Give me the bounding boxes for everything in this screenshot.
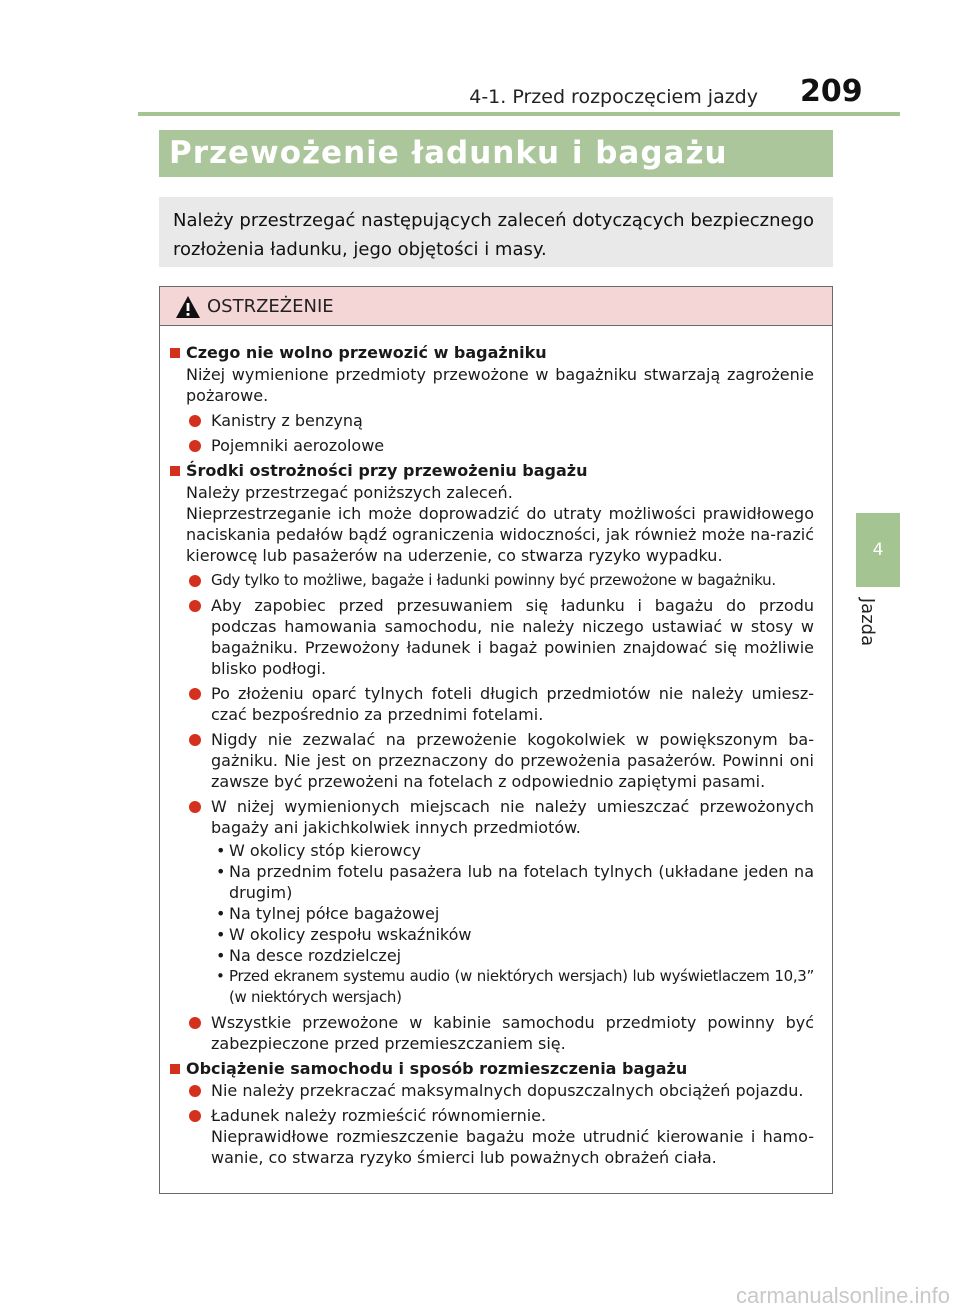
header-divider [138, 112, 900, 116]
red-dot-icon [189, 1110, 201, 1122]
section-heading-text: Obciążenie samochodu i sposób rozmieszczenia bagażu [186, 1059, 688, 1078]
sub-bullet-icon: • [216, 925, 226, 944]
intro-box: Należy przestrzegać następujących zaleceń dotyczących bezpiecznego rozłożenia ładunku, jego objętości i masy. [159, 197, 833, 267]
red-dot-icon [189, 415, 201, 427]
sub-bullet-icon: • [216, 946, 226, 965]
list-item-text: Kanistry z benzyną [211, 411, 363, 430]
section-text: Niżej wymienione przedmioty przewożone w bagażniku stwarzają zagrożenie pożarowe. [186, 365, 814, 405]
list-item-continuation: Nieprawidłowe rozmieszczenie bagażu może utrudnić kierowanie i hamo-wanie, co stwarza ryzyko śmierci lub poważnych obrażeń ciała. [211, 1127, 814, 1167]
warning-box [159, 286, 833, 1194]
sub-list-item-text: Na desce rozdzielczej [229, 946, 402, 965]
warning-triangle-icon [175, 295, 201, 319]
sub-bullet-icon: • [216, 841, 226, 860]
section-heading-text: Środki ostrożności przy przewożeniu bagażu [186, 461, 588, 480]
list-item [168, 570, 814, 591]
list-item-text: Nigdy nie zezwalać na przewożenie kogokolwiek w powiększonym ba-gażniku. Nie jest on przeznaczony do przewożenia pasażerów. Powinni oni zawsze być przewożeni na fotelach z odpowiednio zapiętymi pasami. [211, 730, 814, 791]
sub-list-item [168, 924, 814, 945]
list-item [168, 1080, 814, 1101]
list-item-text: Nie należy przekraczać maksymalnych dopuszczalnych obciążeń pojazdu. [211, 1081, 804, 1100]
chapter-label-text: Jazda [857, 597, 878, 647]
square-bullet-icon [170, 466, 180, 476]
list-item-text: Wszystkie przewożone w kabinie samochodu przedmioty powinny być zabezpieczone przed przemieszczaniem się. [211, 1013, 814, 1053]
chapter-tab[interactable]: 4 [856, 513, 900, 587]
red-dot-icon [189, 734, 201, 746]
sub-list-item-text: Przed ekranem systemu audio (w niektórych wersjach) lub wyświetlaczem 10,3” (w niektórych wersjach) [229, 967, 814, 1006]
section-heading-text: Czego nie wolno przewozić w bagażniku [186, 343, 547, 362]
sub-list-item-text: W okolicy zespołu wskaźników [229, 925, 472, 944]
list-item [168, 729, 814, 792]
square-bullet-icon [170, 348, 180, 358]
section-text: Należy przestrzegać poniższych zaleceń. [186, 483, 513, 502]
section-heading [168, 342, 814, 364]
sub-list-item [168, 840, 814, 861]
red-dot-icon [189, 1017, 201, 1029]
list-item [168, 683, 814, 725]
list-item-text: Aby zapobiec przed przesuwaniem się ładunku i bagażu do przodu podczas hamowania samochodu, nie należy niczego ustawiać w stosy w bagażniku. Przewożony ładunek i bagaż powinien znajdować się możliwie blisko podłogi. [211, 596, 814, 678]
list-item [168, 410, 814, 431]
title-bar [159, 130, 833, 177]
watermark: carmanualsonline.info [735, 1283, 950, 1308]
section-heading [168, 1058, 814, 1080]
list-item-text: Po złożeniu oparć tylnych foteli długich przedmiotów nie należy umiesz-czać bezpośrednio za przednimi fotelami. [211, 684, 814, 724]
list-item [168, 1012, 814, 1054]
sub-list-item-text: Na przednim fotelu pasażera lub na fotelach tylnych (układane jeden na drugim) [229, 862, 814, 902]
sub-list-item-text: Na tylnej półce bagażowej [229, 904, 440, 923]
sub-bullet-icon: • [216, 862, 226, 881]
page-number: 209 [800, 74, 863, 109]
red-dot-icon [189, 600, 201, 612]
section-text: Nieprzestrzeganie ich może doprowadzić do utraty możliwości prawidłowego naciskania pedałów bądź ograniczenia widoczności, jak również może na-razić kierowcę lub pasażerów na uderzenie, co stwarza ryzyko wypadku. [186, 504, 814, 565]
list-item [168, 1105, 814, 1126]
warning-title: OSTRZEŻENIE [207, 296, 334, 317]
section-heading [168, 460, 814, 482]
square-bullet-icon [170, 1064, 180, 1074]
red-dot-icon [189, 575, 201, 587]
list-item [168, 435, 814, 456]
sub-list-item [168, 966, 814, 1008]
list-item-text: Gdy tylko to możliwe, bagaże i ładunki powinny być przewożone w bagażniku. [211, 571, 776, 589]
warning-header [160, 287, 832, 326]
page-title: Przewożenie ładunku i bagażu [169, 135, 728, 171]
list-item [168, 796, 814, 838]
list-item-text: Ładunek należy rozmieścić równomiernie. [211, 1106, 547, 1125]
section-header: 4-1. Przed rozpoczęciem jazdy [469, 86, 758, 108]
red-dot-icon [189, 801, 201, 813]
sub-list-item [168, 861, 814, 903]
red-dot-icon [189, 1085, 201, 1097]
red-dot-icon [189, 688, 201, 700]
sub-list-item-text: W okolicy stóp kierowcy [229, 841, 421, 860]
sub-bullet-icon: • [216, 967, 225, 985]
sub-list-item [168, 945, 814, 966]
list-item-text: W niżej wymienionych miejscach nie należy umieszczać przewożonych bagaży ani jakichkolwiek innych przedmiotów. [211, 797, 814, 837]
sub-list-item [168, 903, 814, 924]
list-item [168, 595, 814, 679]
warning-body [160, 326, 832, 1168]
sub-bullet-icon: • [216, 904, 226, 923]
red-dot-icon [189, 440, 201, 452]
list-item-text: Pojemniki aerozolowe [211, 436, 385, 455]
